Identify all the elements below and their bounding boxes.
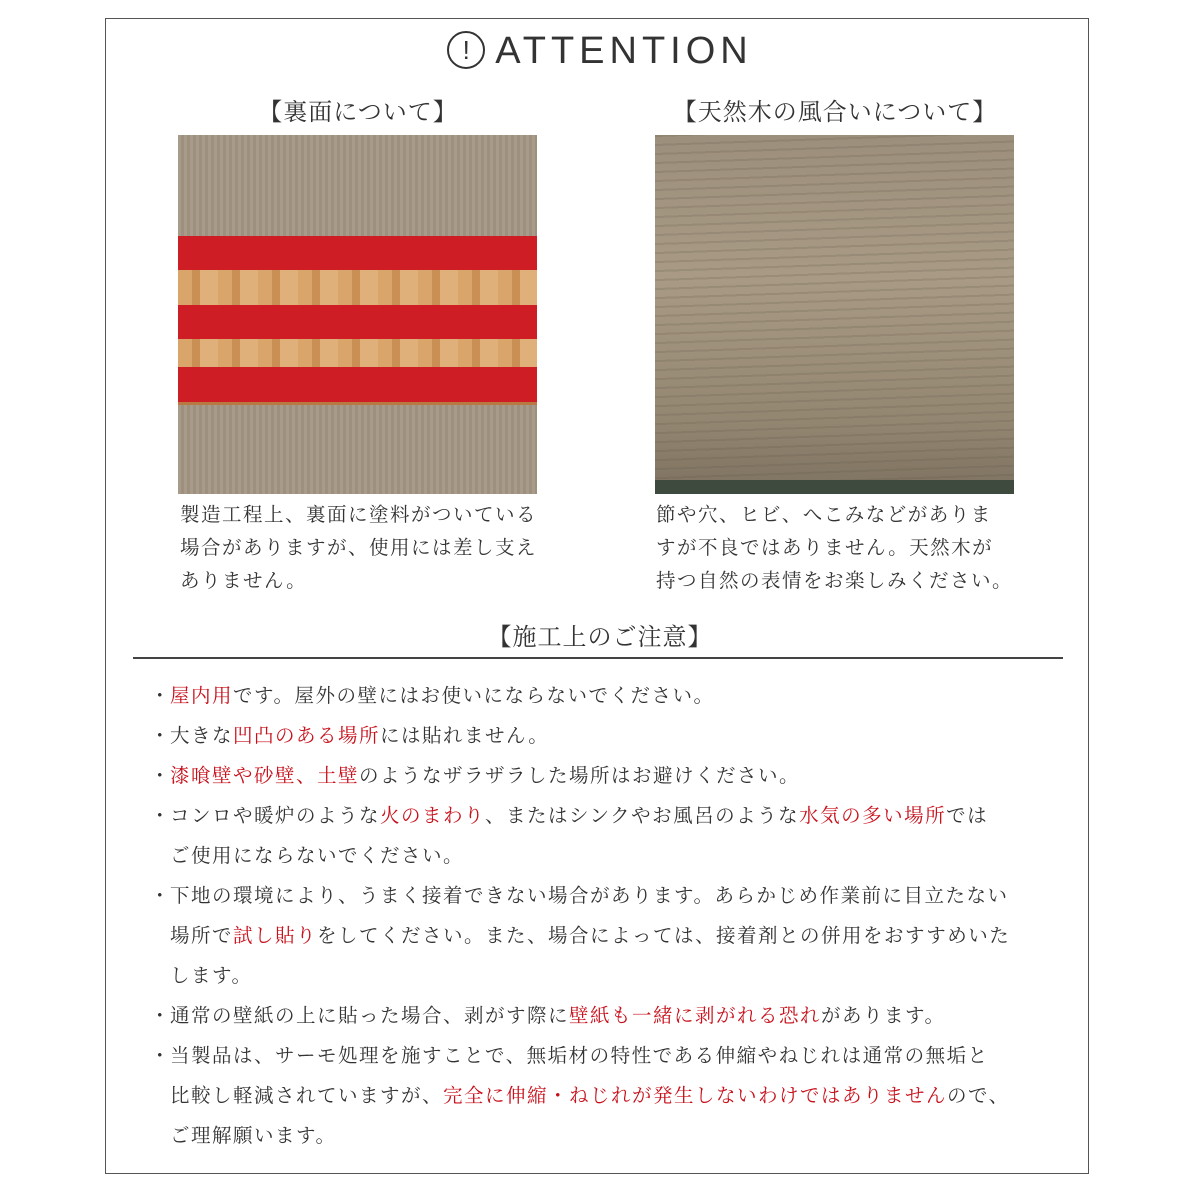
highlighted-text: 水気の多い場所 <box>799 804 947 827</box>
caution-text: には貼れません。 <box>380 724 550 747</box>
bullet-icon: ・ <box>150 804 172 827</box>
bullet-icon: ・ <box>150 684 172 707</box>
caution-line <box>150 956 1010 996</box>
caution-line <box>150 676 1010 716</box>
caution-text: があります。 <box>821 1004 946 1027</box>
natural-wood-photo <box>655 135 1014 494</box>
bullet-icon: ・ <box>150 884 172 907</box>
highlighted-text: 壁紙も一緒に剥がれる恐れ <box>569 1004 822 1027</box>
bullet-icon: ・ <box>150 724 172 747</box>
bullet-icon: ・ <box>150 1044 172 1067</box>
bullet-icon: ・ <box>150 764 172 787</box>
caption-line: 製造工程上、裏面に塗料がついている <box>180 503 538 526</box>
caution-text: します。 <box>170 964 253 987</box>
attention-title <box>0 30 1200 73</box>
caution-text: 下地の環境により、うまく接着できない場合があります。あらかじめ作業前に目立たない <box>170 884 1009 907</box>
caution-text: ご理解願います。 <box>170 1124 337 1147</box>
caution-text: ので、 <box>947 1084 1010 1107</box>
caution-item <box>150 876 1010 996</box>
caution-line <box>150 836 1010 876</box>
highlighted-text: 試し貼り <box>233 924 318 947</box>
caption-line: 節や穴、ヒビ、へこみなどがありま <box>656 503 992 526</box>
caution-text: 大きな <box>170 724 234 747</box>
caution-text: をしてください。また、場合によっては、接着剤との併用をおすすめいた <box>317 924 1011 947</box>
highlighted-text: 完全に伸縮・ねじれが発生しないわけではありません <box>443 1084 948 1107</box>
cautions-list <box>150 676 1010 1156</box>
caution-text: 、またはシンクやお風呂のような <box>485 804 800 827</box>
bullet-icon: ・ <box>150 1004 172 1027</box>
caution-line <box>150 876 1010 916</box>
caution-item <box>150 676 1010 716</box>
caution-line <box>150 996 1010 1036</box>
caution-item <box>150 796 1010 876</box>
caution-text: です。屋外の壁にはお使いにならないでください。 <box>233 684 715 707</box>
caution-item <box>150 756 1010 796</box>
caution-line <box>150 756 1010 796</box>
caution-text: では <box>946 804 989 827</box>
natural-wood-caption <box>656 498 1013 597</box>
caution-line <box>150 716 1010 756</box>
caution-line <box>150 1076 1010 1116</box>
natural-wood-heading: 【天然木の風合いについて】 <box>672 98 998 126</box>
highlighted-text: 凹凸のある場所 <box>233 724 381 747</box>
highlighted-text: 屋内用 <box>170 684 234 707</box>
caution-text: ご使用にならないでください。 <box>170 844 465 867</box>
caption-line: 場合がありますが、使用には差し支え <box>180 536 538 559</box>
caution-item <box>150 1036 1010 1156</box>
caution-line <box>150 1116 1010 1156</box>
exclamation-circle-icon: ! <box>447 31 485 69</box>
caption-line: ありません。 <box>180 569 308 592</box>
back-side-heading: 【裏面について】 <box>258 98 458 126</box>
caution-text: 通常の壁紙の上に貼った場合、剥がす際に <box>170 1004 570 1027</box>
highlighted-text: 漆喰壁や砂壁、土壁 <box>170 764 360 787</box>
caution-line <box>150 916 1010 956</box>
caution-text: 比較し軽減されていますが、 <box>170 1084 444 1107</box>
caution-text: 場所で <box>170 924 234 947</box>
back-side-caption <box>180 498 537 597</box>
back-side-photo <box>178 135 537 494</box>
caution-text: 当製品は、サーモ処理を施すことで、無垢材の特性である伸縮やねじれは通常の無垢と <box>170 1044 989 1067</box>
title-text: ATTENTION <box>495 30 753 72</box>
divider <box>133 657 1063 659</box>
caution-text: コンロや暖炉のような <box>170 804 381 827</box>
caption-line: すが不良ではありません。天然木が <box>656 536 994 559</box>
caption-line: 持つ自然の表情をお楽しみください。 <box>656 569 1014 592</box>
caution-line <box>150 1036 1010 1076</box>
caution-text: のようなザラザラした場所はお避けください。 <box>359 764 801 787</box>
cautions-heading: 【施工上のご注意】 <box>487 623 713 651</box>
caution-item <box>150 716 1010 756</box>
caution-item <box>150 996 1010 1036</box>
highlighted-text: 火のまわり <box>380 804 486 827</box>
caution-line <box>150 796 1010 836</box>
